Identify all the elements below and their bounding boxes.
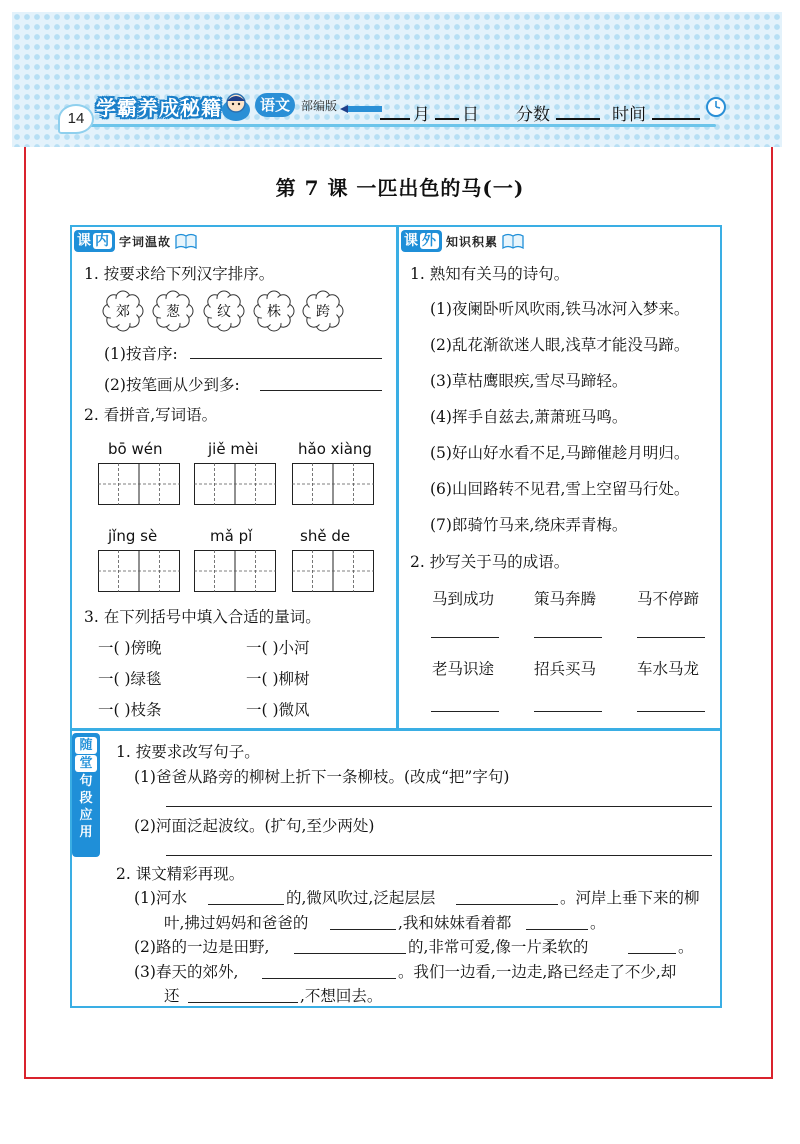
poem-line: (4)挥手自兹去,萧萧班马鸣。	[430, 408, 628, 426]
page-number: 14	[58, 104, 94, 134]
idiom: 老马识途	[432, 660, 495, 678]
tag-text: 字词温故	[119, 234, 172, 249]
character-badge	[302, 290, 344, 336]
question-title: 2. 看拼音,写词语。	[84, 406, 218, 424]
passage-text: (3)春天的郊外,	[134, 963, 239, 981]
writing-grid[interactable]	[292, 550, 374, 592]
answer-line[interactable]	[190, 358, 382, 359]
month-blank[interactable]	[380, 118, 410, 120]
day-blank[interactable]	[435, 118, 459, 120]
book-icon	[175, 233, 197, 249]
question-sub: (1)按音序:	[104, 345, 178, 363]
character: 株	[267, 304, 281, 320]
passage-text: (2)路的一边是田野,	[134, 938, 270, 956]
question-sub: (1)爸爸从路旁的柳树上折下一条柳枝。(改成“把”字句)	[134, 768, 510, 786]
edition-label: 部编版	[301, 99, 338, 113]
poem-line: (3)草枯鹰眼疾,雪尽马蹄轻。	[430, 372, 628, 390]
fill-blank[interactable]	[188, 1002, 298, 1003]
character-badge	[253, 290, 295, 336]
fill-blank[interactable]	[526, 929, 588, 930]
question-title: 1. 按要求给下列汉字排序。	[84, 265, 275, 283]
brand-title: 学霸养成秘籍	[96, 96, 222, 120]
fill-blank[interactable]	[330, 929, 396, 930]
time-blank[interactable]	[652, 118, 700, 120]
pinyin-label: hǎo xiàng	[298, 440, 372, 458]
fill-blank[interactable]	[294, 953, 406, 954]
measure-item[interactable]: 一( )傍晚	[98, 639, 162, 657]
passage-text: 。我们一边看,一边走,路已经走了不少,却	[398, 963, 677, 981]
lesson-title: 第 7 课 一匹出色的马(一)	[275, 176, 525, 200]
question-title: 3. 在下列括号中填入合适的量词。	[84, 608, 321, 626]
passage-text: 叶,拂过妈妈和爸爸的	[164, 914, 309, 932]
poem-line: (5)好山好水看不足,马蹄催趁月明归。	[430, 444, 690, 462]
idiom: 车水马龙	[637, 660, 700, 678]
writing-grid[interactable]	[292, 463, 374, 505]
passage-text: 的,微风吹过,泛起层层	[286, 889, 436, 907]
tag-badge: 课 内	[74, 230, 115, 252]
character: 葱	[166, 304, 180, 320]
idiom: 马不停蹄	[637, 590, 700, 608]
writing-grid[interactable]	[194, 550, 276, 592]
poem-line: (1)夜阑卧听风吹雨,铁马冰河入梦来。	[430, 300, 690, 318]
idiom: 马到成功	[432, 590, 495, 608]
clock-icon	[705, 96, 727, 118]
fill-blank[interactable]	[456, 904, 558, 905]
answer-line[interactable]	[260, 390, 382, 391]
day-label: 日	[462, 105, 479, 125]
copy-line[interactable]	[534, 637, 602, 638]
idiom: 策马奔腾	[534, 590, 597, 608]
answer-line[interactable]	[166, 855, 712, 856]
section-tag-sentence-practice: 随 堂 句 段 应 用	[72, 733, 100, 857]
poem-line: (6)山回路转不见君,雪上空留马行处。	[430, 480, 690, 498]
question-title: 2. 抄写关于马的成语。	[410, 553, 570, 571]
time-label: 时间	[612, 105, 646, 125]
passage-text: 。河岸上垂下来的柳	[560, 889, 700, 907]
score-blank[interactable]	[556, 118, 600, 120]
measure-item[interactable]: 一( )柳树	[246, 670, 310, 688]
character: 郊	[116, 304, 130, 320]
passage-text: 还	[164, 987, 180, 1005]
passage-text: 。	[678, 938, 694, 956]
pinyin-label: bō wén	[108, 440, 163, 458]
copy-line[interactable]	[534, 711, 602, 712]
copy-line[interactable]	[637, 711, 705, 712]
tag-text: 知识积累	[446, 234, 499, 249]
copy-line[interactable]	[637, 637, 705, 638]
question-title: 1. 按要求改写句子。	[116, 743, 260, 761]
writing-grid[interactable]	[98, 463, 180, 505]
character-badge	[102, 290, 144, 336]
pinyin-label: jiě mèi	[208, 440, 259, 458]
question-sub: (2)按笔画从少到多:	[104, 376, 240, 394]
section-tag-extracurricular	[401, 230, 524, 252]
pinyin-label: jǐng sè	[108, 527, 158, 545]
passage-text: 。	[590, 914, 606, 932]
writing-grid[interactable]	[98, 550, 180, 592]
section-tag-in-class	[74, 230, 197, 252]
tag-badge: 课 外	[401, 230, 442, 252]
measure-item[interactable]: 一( )微风	[246, 701, 310, 719]
pinyin-label: mǎ pǐ	[210, 527, 253, 545]
mascot-icon	[218, 90, 254, 124]
book-icon	[502, 233, 524, 249]
pinyin-label: shě de	[300, 527, 351, 545]
fill-blank[interactable]	[208, 904, 284, 905]
pencil-icon	[340, 104, 384, 114]
question-sub: (2)河面泛起波纹。(扩句,至少两处)	[134, 817, 375, 835]
poem-line: (7)郎骑竹马来,绕床弄青梅。	[430, 516, 628, 534]
measure-item[interactable]: 一( )小河	[246, 639, 310, 657]
passage-text: 的,非常可爱,像一片柔软的	[408, 938, 589, 956]
character-badge	[203, 290, 245, 336]
measure-item[interactable]: 一( )绿毯	[98, 670, 162, 688]
question-title: 2. 课文精彩再现。	[116, 865, 245, 883]
passage-text: ,不想回去。	[300, 987, 383, 1005]
month-label: 月	[413, 105, 430, 125]
fill-blank[interactable]	[628, 953, 676, 954]
copy-line[interactable]	[431, 637, 499, 638]
subject-badge: 语文	[255, 93, 295, 117]
passage-text: ,我和妹妹看着都	[398, 914, 512, 932]
measure-item[interactable]: 一( )枝条	[98, 701, 162, 719]
character: 纹	[217, 304, 231, 320]
character: 跨	[316, 304, 330, 320]
score-label: 分数	[516, 105, 550, 125]
idiom: 招兵买马	[534, 660, 597, 678]
passage-text: (1)河水	[134, 889, 187, 907]
answer-line[interactable]	[166, 806, 712, 807]
writing-grid[interactable]	[194, 463, 276, 505]
poem-line: (2)乱花渐欲迷人眼,浅草才能没马蹄。	[430, 336, 690, 354]
fill-blank[interactable]	[262, 978, 396, 979]
copy-line[interactable]	[431, 711, 499, 712]
character-badge	[152, 290, 194, 336]
question-title: 1. 熟知有关马的诗句。	[410, 265, 570, 283]
